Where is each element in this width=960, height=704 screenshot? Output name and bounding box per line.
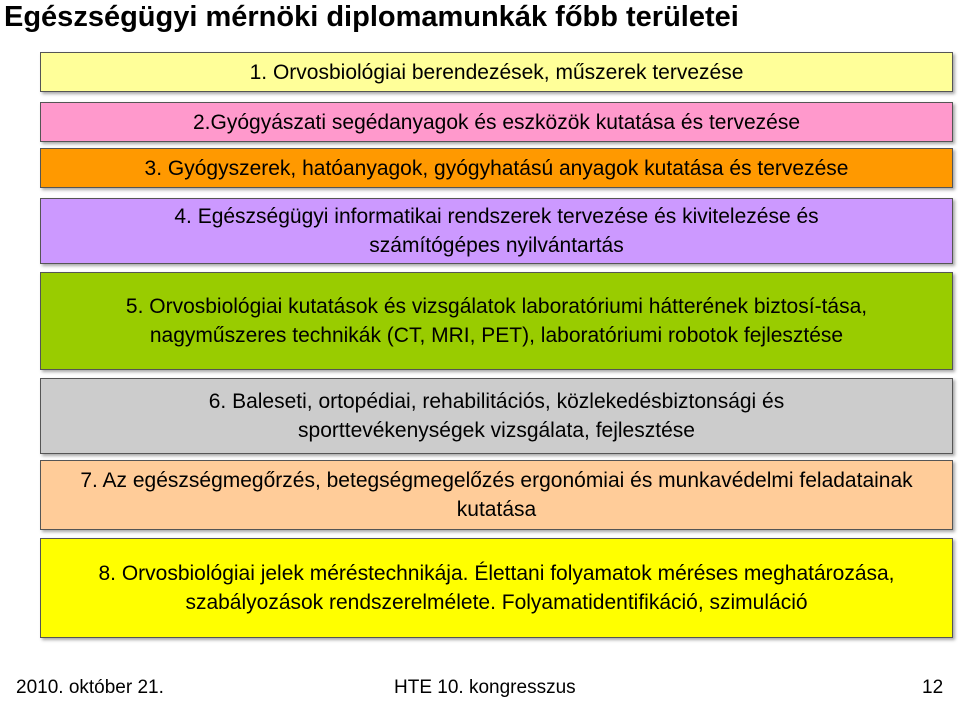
area-text-3: 3. Gyógyszerek, hatóanyagok, gyógyhatású anyagok kutatása és tervezése	[144, 156, 849, 180]
area-box-8	[40, 538, 953, 638]
area-box-1	[40, 52, 953, 92]
area-text-7: 7. Az egészségmegőrzés, betegségmegelőzés ergonómiai és munkavédelmi feladatainak kutatása	[80, 469, 913, 521]
area-text-2: 2.Gyógyászati segédanyagok és eszközök kutatása és tervezése	[192, 110, 800, 134]
area-box-2	[40, 102, 953, 142]
slide-title: Egészségügyi mérnöki diplomamunkák főbb területei	[4, 1, 739, 33]
area-text-5: 5. Orvosbiológiai kutatások és vizsgálatok laboratóriumi hátterének biztosí-tása, nagyműszeres technikák (CT, MRI, PET), laboratóriumi robotok fejlesztése	[125, 295, 868, 347]
footer-event: HTE 10. kongresszus	[394, 677, 576, 698]
area-box-3	[40, 148, 953, 188]
area-box-6	[40, 378, 953, 454]
area-text-1: 1. Orvosbiológiai berendezések, műszerek tervezése	[249, 60, 744, 84]
area-text-4: 4. Egészségügyi informatikai rendszerek tervezése és kivitelezése és számítógépes nyilvántartás	[174, 205, 819, 257]
area-box-7	[40, 460, 953, 530]
area-box-4	[40, 198, 953, 264]
footer-date: 2010. október 21.	[16, 677, 164, 698]
area-text-8: 8. Orvosbiológiai jelek méréstechnikája. Élettani folyamatok méréses meghatározása, szabályozások rendszerelmélete. Folyamatidentifikáció, szimuláció	[98, 562, 895, 614]
area-box-5	[40, 272, 953, 370]
footer-page-number: 12	[922, 677, 944, 698]
area-text-6: 6. Baleseti, ortopédiai, rehabilitációs, közlekedésbiztonsági és sporttevékenységek vizsgálata, fejlesztése	[208, 390, 785, 442]
